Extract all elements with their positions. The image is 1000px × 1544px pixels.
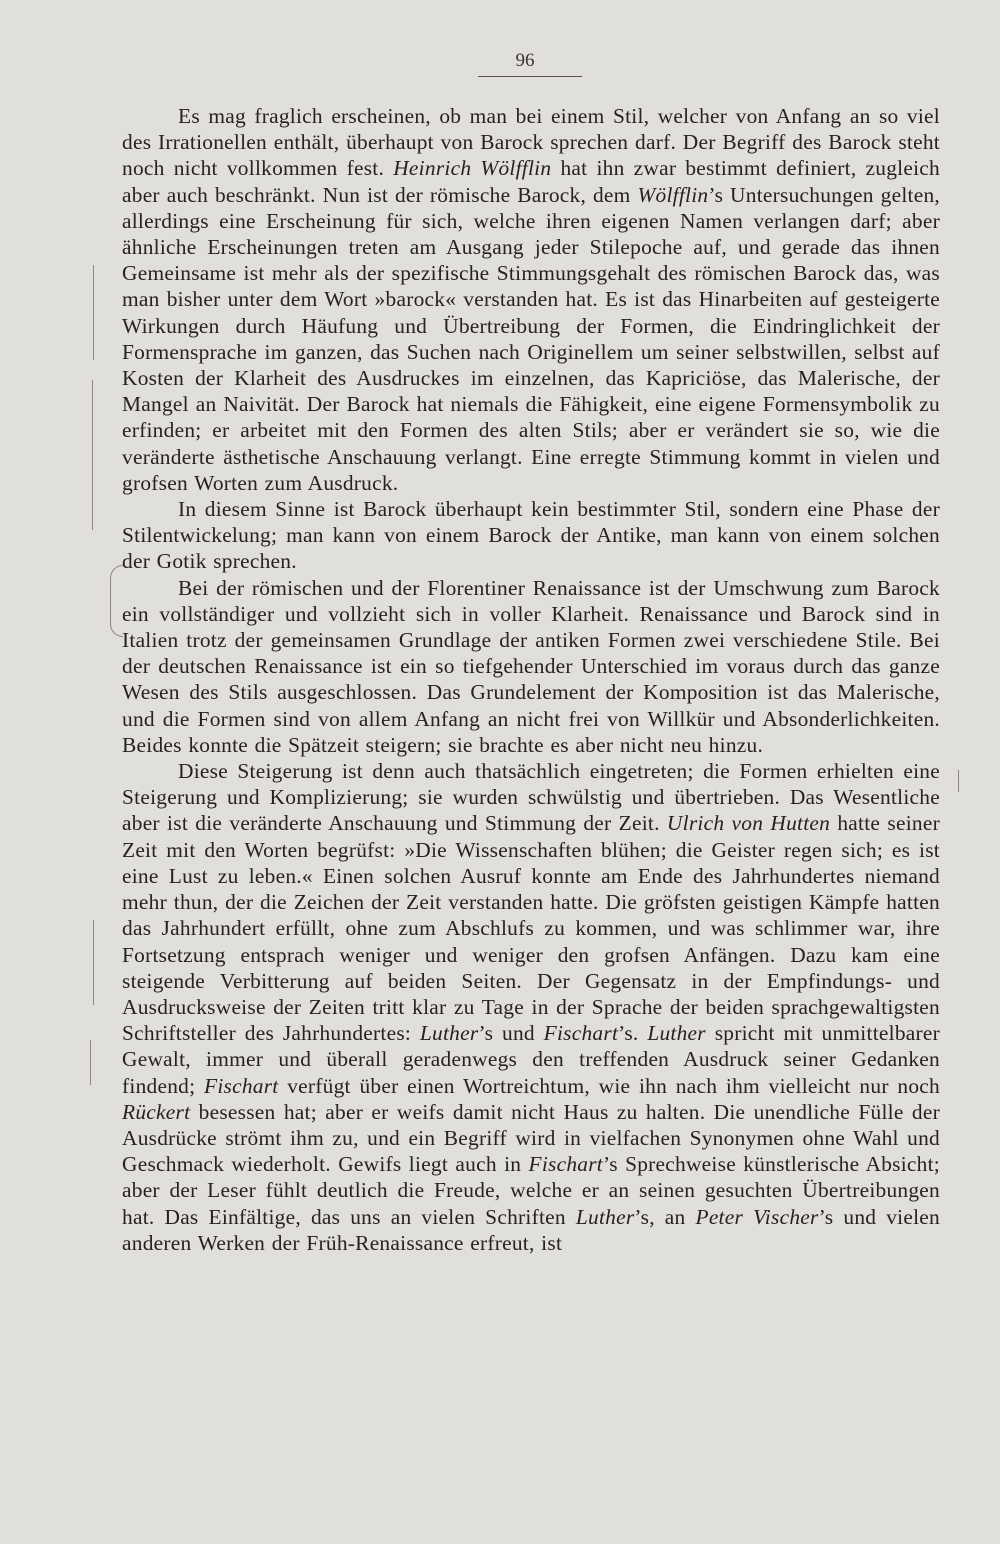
italic-name: Luther (647, 1021, 706, 1046)
italic-name: Luther (419, 1021, 479, 1046)
margin-pencil-mark (958, 770, 959, 792)
body-text (122, 103, 940, 1256)
paragraph (122, 103, 940, 496)
text-run: hat ihn zwar bestimmt definiert, zugleich aber auch beschränkt. Nun ist der römische Barock, dem (122, 156, 940, 207)
italic-name: Luther (575, 1204, 635, 1229)
italic-name: Rückert (122, 1099, 191, 1124)
paragraph (122, 758, 940, 1256)
text-run: ’s Untersuchungen gelten, allerdings eine Erscheinung für sich, welche ihren eigenen Namen verlangen darf; aber ähnliche Erscheinungen treten am Ausgang jeder Stilepoche auf, und gerade das ihnen Gemeinsame ist mehr als der spezifische Stimmungsgehalt des römischen Barock das, was man bisher unter dem Wort »barock« verstanden hat. Es ist das Hinarbeiten auf gesteigerte Wirkungen durch Häufung und Übertreibung der Formen, die Eindringlichkeit der Formensprache im ganzen, das Suchen nach Originellem um seiner selbstwillen, selbst auf Kosten der Klarheit des Ausdruckes im einzelnen, das Kapriciöse, das Malerische, der Mangel an Naivität. Der Barock hat niemals die Fähigkeit, eine eigene Formensymbolik zu erfinden; er arbeitet mit den Formen des alten Stils; aber er verändert sie so, wie die veränderte ästhetische Anschauung verlangt. Eine erregte Stimmung kommt in vielen und grofsen Worten zum Ausdruck. (122, 182, 940, 495)
text-run: verfügt über einen Wortreichtum, wie ihn nach ihm vielleicht nur noch (278, 1073, 940, 1098)
italic-name: Wölfflin (637, 182, 709, 207)
margin-pencil-mark (92, 380, 93, 530)
margin-pencil-mark (90, 1040, 91, 1085)
page-number-rule (478, 76, 582, 77)
page-number: 96 (515, 50, 535, 71)
text-run: Es mag fraglich erscheinen, ob man bei einem Stil, welcher von Anfang an so viel des Irrationellen enthält, überhaupt von Barock sprechen darf. Der Begriff des Barock steht noch nicht vollkommen fest. (122, 104, 940, 181)
italic-name: Fischart (528, 1152, 604, 1177)
text-run: besessen hat; aber er weifs damit nicht Haus zu halten. Die unendliche Fülle der Ausdrücke strömt ihm zu, und ein Begriff wird in vielfachen Synonymen ohne Wahl und Geschmack wiederholt. Gewifs liegt auch in (122, 1099, 940, 1177)
italic-name: Peter Vischer (695, 1204, 819, 1229)
text-run: ’s, an (634, 1204, 696, 1229)
italic-name: Ulrich von Hutten (666, 811, 831, 836)
text-run: hatte seiner Zeit mit den Worten begrüfst: »Die Wissenschaften blühen; die Geister regen sich; es ist eine Lust zu leben.« Einen solchen Ausruf konnte am Ende des Jahrhundertes niemand mehr thun, der die Zeichen der Zeit verstanden hatte. Die gröfsten geistigen Kämpfe hatten das Jahrhundert erfüllt, ohne zum Abschlufs zu kommen, und was schlimmer war, ihre Fortsetzung entsprach weniger und weniger den grofsen Anfängen. Dazu kam eine steigende Verbitterung auf beiden Seiten. Der Gegensatz in der Empfindungs- und Ausdrucksweise der Zeiten tritt klar zu Tage in der Sprache der beiden sprachgewaltigsten Schriftsteller des Jahrhundertes: (122, 811, 940, 1046)
text-run: ’s Sprechweise künstlerische Absicht; aber der Leser fühlt deutlich die Freude, welche er an seinen gesuchten Übertreibungen hat. Das Einfältige, das uns an vielen Schriften (122, 1152, 940, 1229)
italic-name: Heinrich Wölfflin (393, 156, 552, 181)
margin-pencil-mark (93, 920, 94, 1005)
text-run: spricht mit unmittelbarer Gewalt, immer und überall geradenwegs den treffenden Ausdruck seiner Gedanken findend; (122, 1021, 941, 1098)
italic-name: Fischart (543, 1021, 619, 1046)
text-run: Diese Steigerung ist denn auch thatsächlich eingetreten; die Formen erhielten eine Steigerung und Komplizierung; sie wurden schwülstig und übertrieben. Das Wesentliche aber ist die veränderte Anschauung und Stimmung der Zeit. (122, 759, 940, 836)
italic-name: Fischart (204, 1073, 279, 1098)
text-run: ’s und vielen anderen Werken der Früh-Renaissance erfreut, ist (122, 1204, 940, 1255)
text-run: ’s. (618, 1021, 648, 1046)
paragraph (122, 575, 940, 758)
text-run: In diesem Sinne ist Barock überhaupt kein bestimmter Stil, sondern eine Phase der Stilentwickelung; man kann von einem Barock der Antike, man kann von einem solchen der Gotik sprechen. (122, 497, 940, 574)
paragraph (122, 496, 940, 575)
text-run: Bei der römischen und der Florentiner Renaissance ist der Umschwung zum Barock ein vollständiger und vollzieht sich in voller Klarheit. Renaissance und Barock sind in Italien trotz der gemeinsamen Grundlage der antiken Formen zwei verschiedene Stile. Bei der deutschen Renaissance ist ein so tiefgehender Unterschied im voraus durch das ganze Wesen des Stils ausgeschlossen. Das Grundelement der Komposition ist das Malerische, und die Formen sind von allem Anfang an nicht frei von Willkür und Absonderlichkeiten. Beides konnte die Spätzeit steigern; sie brachte es aber nicht neu hinzu. (122, 575, 940, 757)
margin-pencil-mark (93, 265, 94, 360)
text-run: ’s und (478, 1021, 544, 1046)
